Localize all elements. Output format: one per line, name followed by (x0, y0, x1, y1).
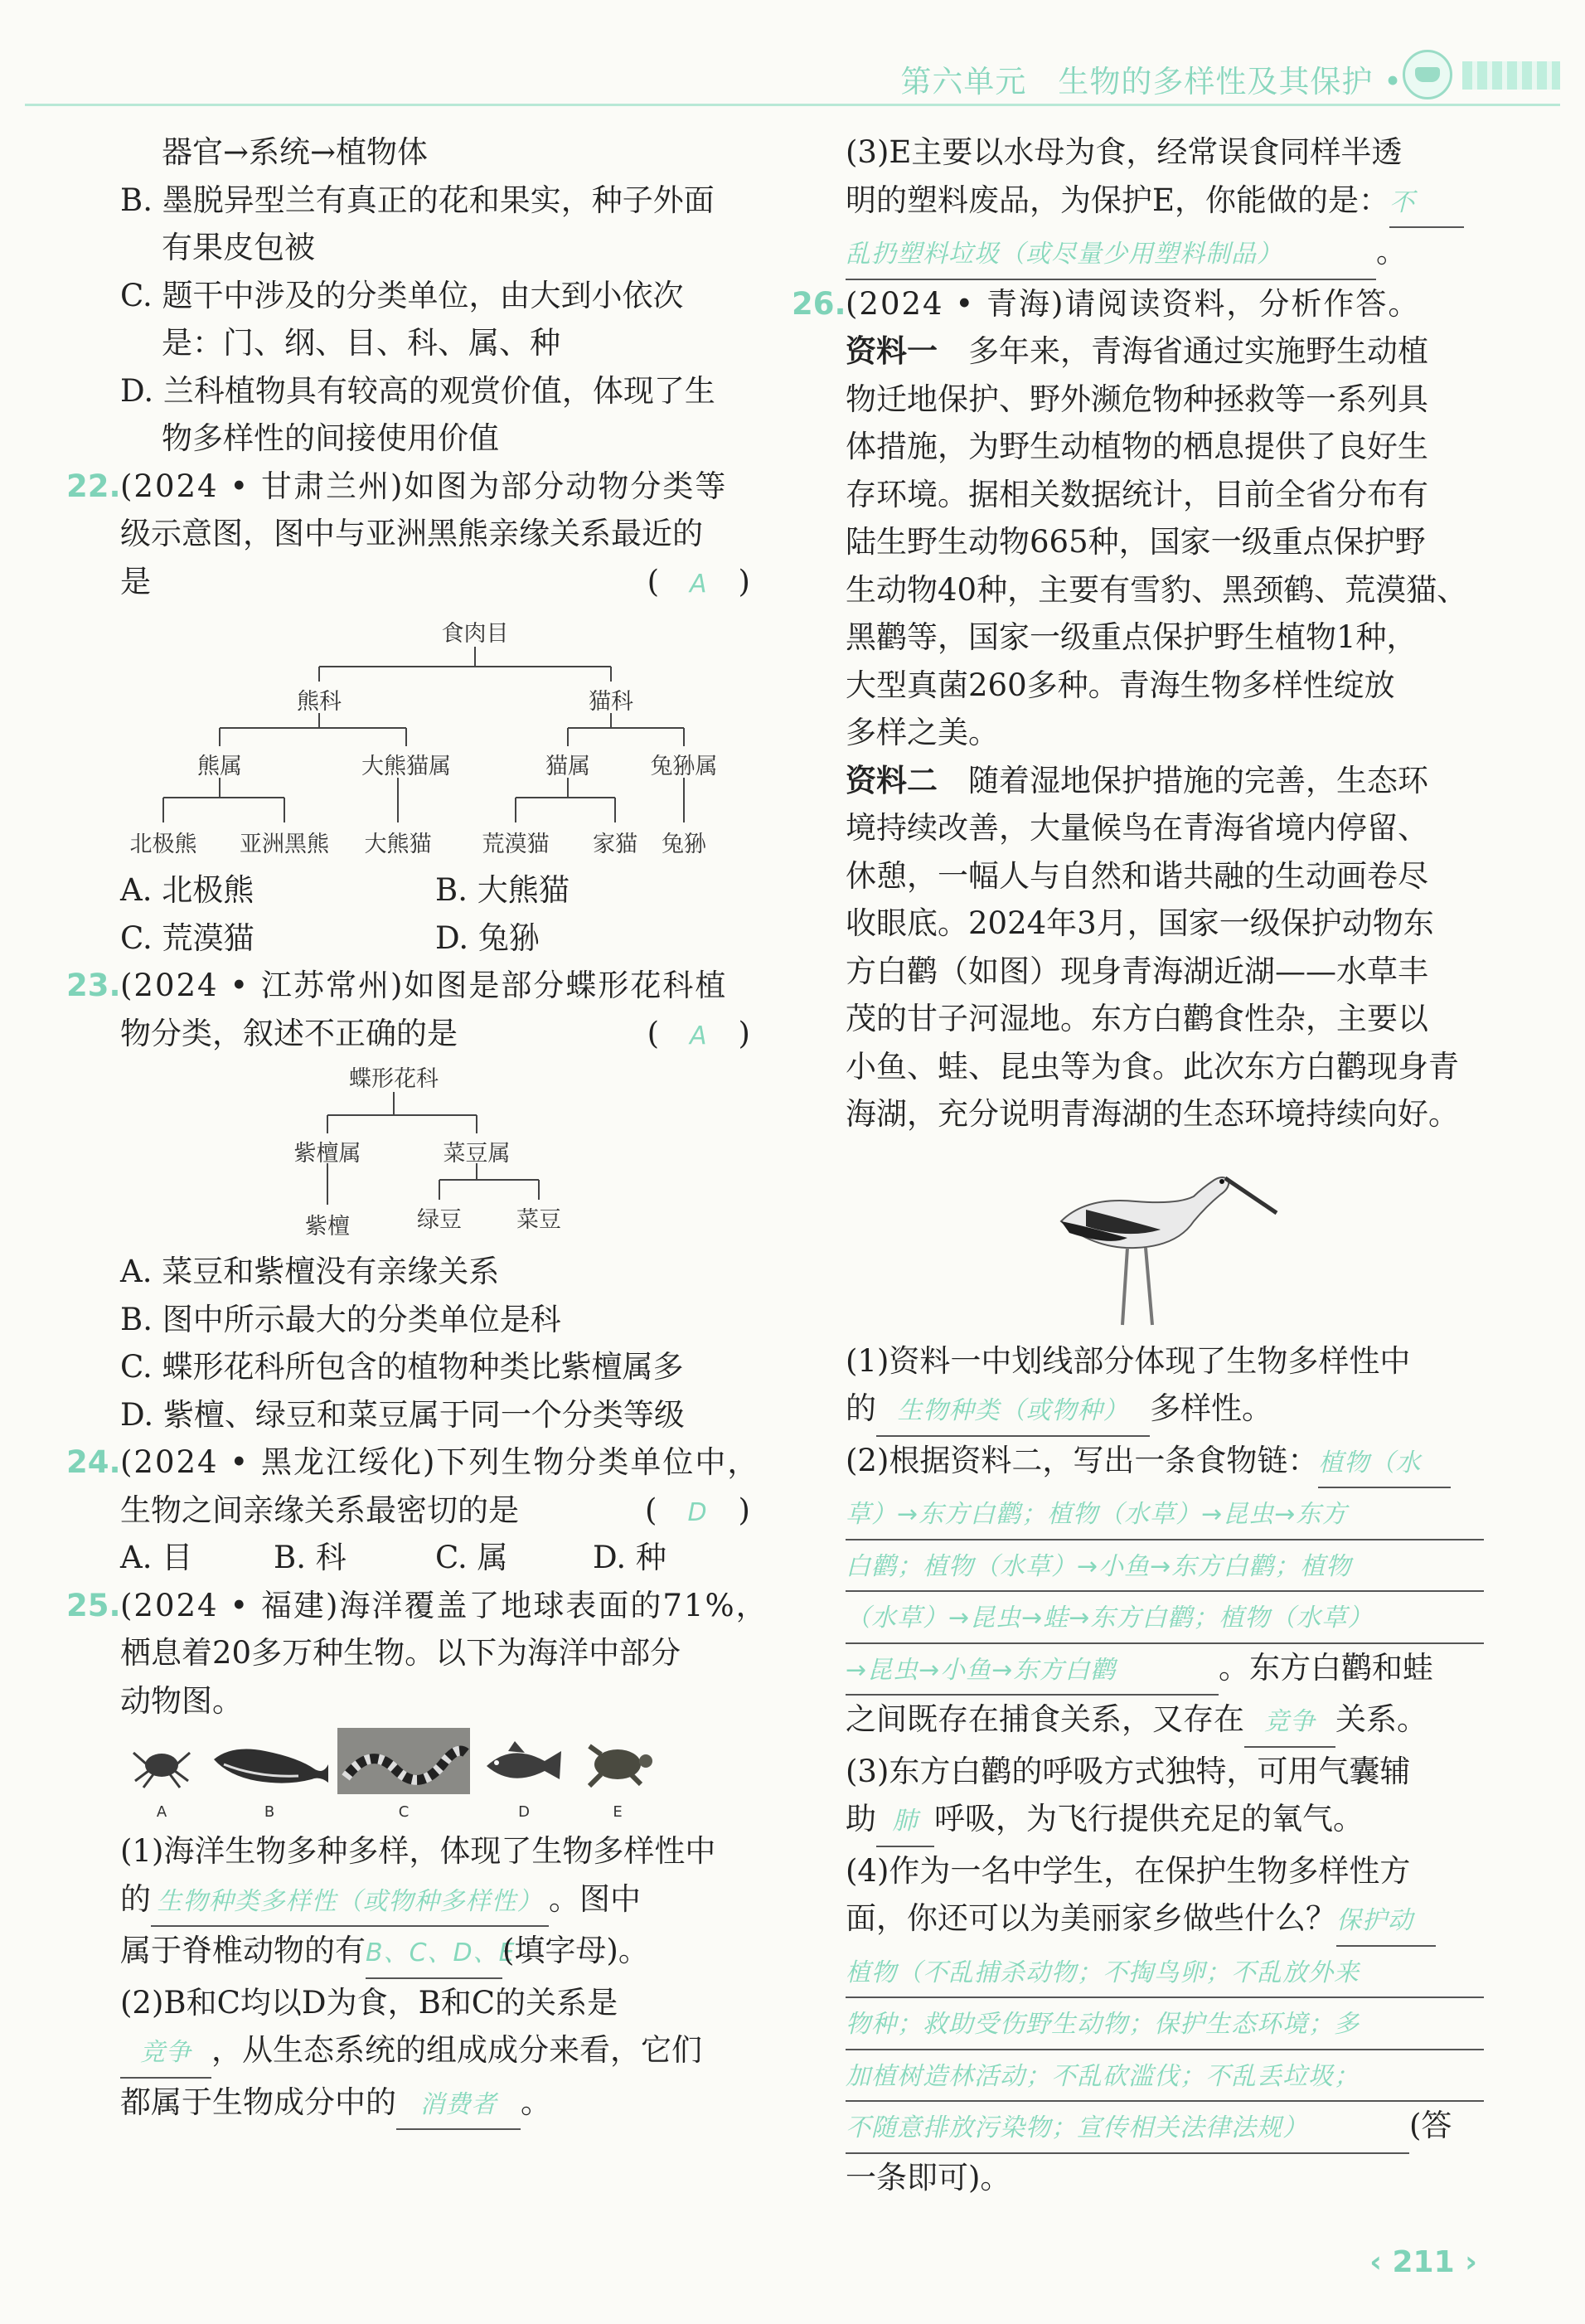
handwritten-answer: B、C、D、E (366, 1938, 516, 1967)
text-line: 生动物40种，主要有雪豹、黑颈鹤、荒漠猫、 (846, 571, 1468, 608)
question-number: 25. (66, 1587, 121, 1623)
text-line: 生物之间亲缘关系最密切的是 ( D ) (120, 1487, 750, 1535)
answer-blank (120, 2026, 211, 2079)
sub-question-1: (1)资料一中划线部分体现了生物多样性中 (846, 1342, 1411, 1379)
figure-label: E (613, 1803, 623, 1821)
handwritten-answer: 草）→东方白鹳；植物（水草）→昆虫→东方 (846, 1500, 1348, 1529)
text-line: 是 ( A ) (120, 558, 750, 606)
tree-node-species: 亚洲黑熊 (240, 832, 329, 857)
question-24: 24.(2024 • 黑龙江绥化)下列生物分类单位中， (120, 1439, 750, 1487)
sub-question-3: (3)E主要以水母为食，经常误食同样半透 (846, 134, 1403, 170)
text-line: 海湖，充分说明青海湖的生态环境持续向好。 (846, 1096, 1459, 1132)
question-number: 24. (66, 1444, 121, 1480)
text-line: 一条即可)。 (846, 2159, 1011, 2195)
fish-image (478, 1728, 570, 1821)
tree-node-genus: 紫檀属 (293, 1141, 361, 1167)
text-line: 之间既存在捕食关系，又存在 竞争 关系。 (846, 1696, 1484, 1748)
handwritten-answer: 保护动 (1336, 1906, 1413, 1935)
handwritten-answer: 乱扔塑料垃圾（或尽量少用塑料制品） (846, 240, 1282, 269)
text-line: 有果皮包被 (162, 230, 315, 265)
answer-blank (1244, 1696, 1335, 1748)
option-c: C. 属 (435, 1540, 508, 1575)
material-two: 资料二 随着湿地保护措施的完善，生态环 境持续改善，大量候鸟在青海省境内停留、 休憩，一幅人与自然和谐共融的生动画卷尽 收眼底。2024年3月，国家一级保护动物东 方白鹳（如图）现身青海湖近湖——水草丰 茂的甘子河湿地。东方白鹳食性杂，主要以 小鱼、蛙、昆虫等为食。此次东方白鹳现身青 海湖，充分说明青海湖的生态环境持续向好。 (846, 757, 1484, 1138)
tree-node-species: 荒漠猫 (482, 832, 550, 857)
text-line: 境持续改善，大量候鸟在青海省境内停留、 (846, 810, 1428, 846)
tree-node-species: 绿豆 (417, 1207, 462, 1233)
classification-tree-fabaceae (120, 1057, 750, 1248)
option-d: D. 紫檀、绿豆和菜豆属于同一个分类等级 (120, 1396, 685, 1433)
sea-turtle-image (576, 1728, 659, 1821)
option-c: C. 蝶形花科所包含的植物种类比紫檀属多 (120, 1349, 684, 1385)
tree-node-family: 猫科 (589, 689, 633, 715)
material-label: 资料二 (846, 761, 938, 798)
handwritten-answer: 肺 (892, 1807, 919, 1836)
handwritten-answer: 竞争 (140, 2038, 191, 2067)
options-row (120, 915, 750, 963)
text-line: 方白鹳（如图）现身青海湖近湖——水草丰 (846, 953, 1428, 989)
whale-image (207, 1728, 332, 1821)
question-25: 25.(2024 • 福建)海洋覆盖了地球表面的71%， (120, 1582, 750, 1630)
text-line: 级示意图，图中与亚洲黑熊亲缘关系最近的 (120, 516, 703, 551)
tree-node-species: 菜豆 (516, 1207, 561, 1233)
options-row (120, 866, 750, 915)
text-line: 休憩，一幅人与自然和谐共融的生动画卷尽 (846, 857, 1428, 894)
text-line: 属于脊椎动物的有B、C、D、E(填字母)。 (120, 1927, 750, 1979)
tree-node-species: 兔狲 (662, 832, 706, 857)
text-line: 的 生物种类多样性（或物种多样性） 。图中 (120, 1875, 750, 1928)
option-b: B. 大熊猫 (435, 872, 570, 908)
question-23: 23.(2024 • 江苏常州)如图是部分蝶形花科植 (120, 962, 750, 1010)
text-line: 都属于生物成分中的 消费者 。 (120, 2079, 750, 2131)
question-number: 22. (66, 468, 121, 504)
answer-blank (846, 1998, 1484, 2050)
sub-question-2: (2)根据资料二，写出一条食物链：植物（水 (846, 1437, 1484, 1489)
tree-node-genus: 兔狲属 (650, 754, 718, 779)
text-line: 竞争 ，从生态系统的组成成分来看，它们 (120, 2026, 750, 2079)
answer-blank (1389, 177, 1464, 229)
answer-choice: A (690, 1021, 708, 1050)
option-a: A. 目 (120, 1540, 193, 1575)
question-number: 26. (792, 285, 846, 322)
text-line: 黑鹳等，国家一级重点保护野生植物1种， (846, 619, 1418, 655)
text-line: 的 生物种类（或物种） 多样性。 (846, 1385, 1484, 1437)
option-d: D. 兰科植物具有较高的观赏价值，体现了生 (120, 372, 715, 409)
text-line: 动物图。 (120, 1682, 243, 1719)
handwritten-answer: 加植树造林活动；不乱砍滥伐；不乱丢垃圾； (846, 2061, 1360, 2091)
tree-node-genus: 菜豆属 (443, 1141, 511, 1167)
answer-blank (1336, 1895, 1436, 1947)
tree-node-family: 蝶形花科 (349, 1066, 439, 1092)
handwritten-answer: 竞争 (1264, 1707, 1316, 1736)
answer-choice: A (690, 569, 708, 599)
answer-blank (846, 2050, 1484, 2103)
answer-bracket: ( A ) (647, 1015, 750, 1051)
text-line: 面，你还可以为美丽家乡做些什么？保护动 (846, 1895, 1484, 1947)
answer-bracket: ( D ) (645, 1492, 750, 1528)
text-line: 茂的甘子河湿地。东方白鹳食性杂，主要以 (846, 1001, 1428, 1036)
handwritten-answer: 生物种类（或物种） (897, 1396, 1129, 1425)
tree-node-species: 家猫 (593, 832, 637, 857)
answer-blank (876, 1795, 934, 1847)
sub-question-1: (1)海洋生物多种多样，体现了生物多样性中 (120, 1833, 716, 1869)
sub-question-2: (2)B和C均以D为食，B和C的关系是 (120, 1984, 618, 2021)
option-b: B. 科 (274, 1540, 347, 1575)
text-line: 明的塑料废品，为保护E，你能做的是：不 (846, 177, 1484, 229)
option-c: C. 荒漠猫 (120, 919, 254, 956)
text-line: 栖息着20多万种生物。以下为海洋中部分 (120, 1635, 681, 1671)
option-d: D. 种 (593, 1540, 666, 1575)
option-a: A. 菜豆和紫檀没有亲缘关系 (120, 1254, 500, 1289)
tree-node-genus: 熊属 (197, 754, 242, 779)
answer-blank (846, 1488, 1484, 1540)
handwritten-answer: 不随意排放污染物；宣传相关法律法规） (846, 2113, 1308, 2142)
answer-blank (846, 1644, 1219, 1696)
answer-blank (396, 2079, 521, 2131)
material-label: 资料一 (846, 332, 938, 369)
tree-node-genus: 猫属 (545, 754, 590, 779)
stork-image (846, 1138, 1484, 1337)
classification-tree-carnivora (120, 605, 750, 866)
figure-label: D (518, 1803, 530, 1821)
handwritten-answer: （水草）→昆虫→蛙→东方白鹳；植物（水草） (846, 1604, 1374, 1633)
answer-blank (151, 1875, 549, 1928)
handwritten-answer: 植物（不乱捕杀动物；不掏鸟卵；不乱放外来 (846, 1958, 1360, 1987)
answer-blank (846, 1540, 1484, 1593)
answer-blank (846, 2102, 1409, 2154)
answer-blank (1318, 1437, 1451, 1489)
header-divider (25, 104, 1560, 106)
tree-node-species: 大熊猫 (364, 832, 432, 857)
handwritten-answer: →昆虫→小鱼→东方白鹳 (846, 1655, 1117, 1685)
text-line: 器官→系统→植物体 (162, 134, 429, 170)
question-number: 23. (66, 968, 121, 1003)
answer-blank (846, 228, 1376, 280)
option-b: B. 墨脱异型兰有真正的花和果实，种子外面 (120, 182, 715, 218)
sea-snake-image (337, 1728, 470, 1821)
option-c: C. 题干中涉及的分类单位，由大到小依次 (120, 277, 684, 313)
options-row (120, 1534, 750, 1582)
tree-node-species: 紫檀 (305, 1214, 350, 1240)
text-line: 助 肺 呼吸，为飞行提供充足的氧气。 (846, 1795, 1484, 1847)
text-line: 物多样性的间接使用价值 (162, 420, 499, 456)
material-one: 资料一 多年来，青海省通过实施野生动植 物迁地保护、野外濒危物种拯救等一系列具 体措施，为野生动植物的栖息提供了良好生 存环境。据相关数据统计，目前全省分布有 陆生野生动物665种，国家一级重点保护野 生动物40种，主要有雪豹、黑颈鹤、荒漠猫、 黑鹳等，国家一级重点保护野生植物1种， 大型真菌260多种。青海生物多样性绽放 多样之美。 (846, 327, 1484, 757)
answer-choice: D (687, 1497, 708, 1527)
page-number: ‹ 211 › (1369, 2245, 1477, 2279)
handwritten-answer: 生物种类多样性（或物种多样性） (157, 1886, 543, 1916)
figure-label: A (156, 1803, 167, 1821)
text-line: 陆生野生动物665种，国家一级重点保护野 (846, 524, 1426, 560)
answer-blank (846, 1947, 1484, 1999)
option-b: B. 图中所示最大的分类单位是科 (120, 1301, 561, 1337)
text-line: 是：门、纲、目、科、属、种 (162, 325, 560, 361)
figure-label: B (264, 1803, 275, 1821)
text-line: 收眼底。2024年3月，国家一级保护动物东 (846, 905, 1434, 941)
text-line: 多样之美。 (846, 715, 999, 750)
header-decoration (1462, 61, 1560, 90)
page-header (25, 50, 1560, 108)
handwritten-answer: 物种；救助受伤野生动物；保护生态环境；多 (846, 2010, 1360, 2039)
text-line: 乱扔塑料垃圾（或尽量少用塑料制品） 。 (846, 228, 1484, 280)
text-line: 小鱼、蛙、昆虫等为食。此次东方白鹳现身青 (846, 1048, 1459, 1084)
question-22: 22.(2024 • 甘肃兰州)如图为部分动物分类等 (120, 463, 750, 511)
tree-node-species: 北极熊 (129, 832, 197, 857)
sub-question-4: (4)作为一名中学生，在保护生物多样性方 (846, 1852, 1411, 1889)
answer-bracket: ( A ) (647, 563, 750, 599)
figure-label: C (398, 1803, 410, 1821)
handwritten-answer: 消费者 (419, 2089, 497, 2119)
handwritten-answer: 白鹳；植物（水草）→小鱼→东方白鹳；植物 (846, 1551, 1352, 1581)
marine-animals-figure (120, 1728, 750, 1826)
unit-logo-icon (1403, 50, 1452, 99)
tree-node-order: 食肉目 (441, 621, 509, 647)
text-line: 物分类，叙述不正确的是 ( A ) (120, 1010, 750, 1058)
handwritten-answer: 植物（水 (1318, 1448, 1422, 1477)
answer-blank (876, 1385, 1150, 1437)
handwritten-answer: 不 (1389, 187, 1416, 217)
left-column (66, 129, 768, 2130)
tree-node-genus: 大熊猫属 (361, 754, 451, 779)
text-line: 大型真菌260多种。青海生物多样性绽放 (846, 667, 1395, 703)
tree-lines (120, 605, 750, 866)
option-d: D. 兔狲 (435, 919, 540, 956)
text-line: 物迁地保护、野外濒危物种拯救等一系列具 (846, 381, 1428, 417)
option-a: A. 北极熊 (120, 872, 254, 908)
sub-question-3: (3)东方白鹳的呼吸方式独特，可用气囊辅 (846, 1753, 1411, 1789)
unit-title: 第六单元 生物的多样性及其保护 • (900, 64, 1403, 99)
crab-image (128, 1728, 195, 1821)
answer-blank (366, 1927, 516, 1979)
right-column: (3)E主要以水母为食，经常误食同样半透 明的塑料废品，为保护E，你能做的是：不 乱扔塑料垃圾（或尽量少用塑料制品） 。 26.(2024 • 青海)请阅读资料，分析作答。 资料一 多年来，青海省通过实施野生动植 物迁地保护、野外濒危物种拯救等一系列具 体措施，为野生动植物的栖息提供了良好生 存环境。据相关数据统计，目前全省分布有 陆生野生动物665种，国家一级重点保护野 生动物40种，主要有雪豹、黑颈鹤、荒漠猫、 黑鹳等，国家一级重点保护野生植物1种， 大型真菌260多种。青海生物多样性绽放 多样之美。 资料二 随着湿地保护措施的完善，生态环 境持续改善，大量候鸟在青海省境内停留、 休憩，一幅人与自然和谐共融的生动画卷尽 收眼底。2024年3月，国家一级保护动物东 方白鹳（如图）现身青海湖近湖——水草丰 茂的甘子河湿地。东方白鹳食性杂，主要以 小鱼、蛙、昆虫等为食。此次东方白鹳现身青 海湖，充分说明青海湖的生态环境持续向好。 (1)资料一中划线部分体现了生物多样性中 的 生物种类（或物种） 多样性。 (2)根据资料二，写出一条食物链：植物（水 草）→东方白鹳；植物（水草）→昆虫→东方 白鹳；植物（水草）→小鱼→东方白鹳；植物 （水草）→昆虫→蛙→东方白鹳；植物（水草） →昆虫→小鱼→东方白鹳 。东方白鹳和蛙 之间既存在捕食关系，又存在 竞争 关系。 (3)东方白鹳的呼吸方式独特，可用气囊辅 助 肺 呼吸，为飞行提供充足的氧气。 (4)作为一名中学生，在保护生物多样性方 面，你还可以为美丽家乡做些什么？保护动 植物（不乱捕杀动物；不掏鸟卵；不乱放外来 物种；救助受伤野生动物；保护生态环境；多 加植树造林活动；不乱砍滥伐；不乱丢垃圾； 不随意排放污染物；宣传相关法律法规） (答 一条即可)。 (846, 129, 1484, 2201)
text-line: 体措施，为野生动植物的栖息提供了良好生 (846, 429, 1428, 464)
answer-blank (846, 1592, 1484, 1644)
question-26: 26.(2024 • 青海)请阅读资料，分析作答。 (846, 280, 1484, 328)
tree-node-family: 熊科 (297, 689, 342, 715)
text-line: 存环境。据相关数据统计，目前全省分布有 (846, 476, 1428, 512)
